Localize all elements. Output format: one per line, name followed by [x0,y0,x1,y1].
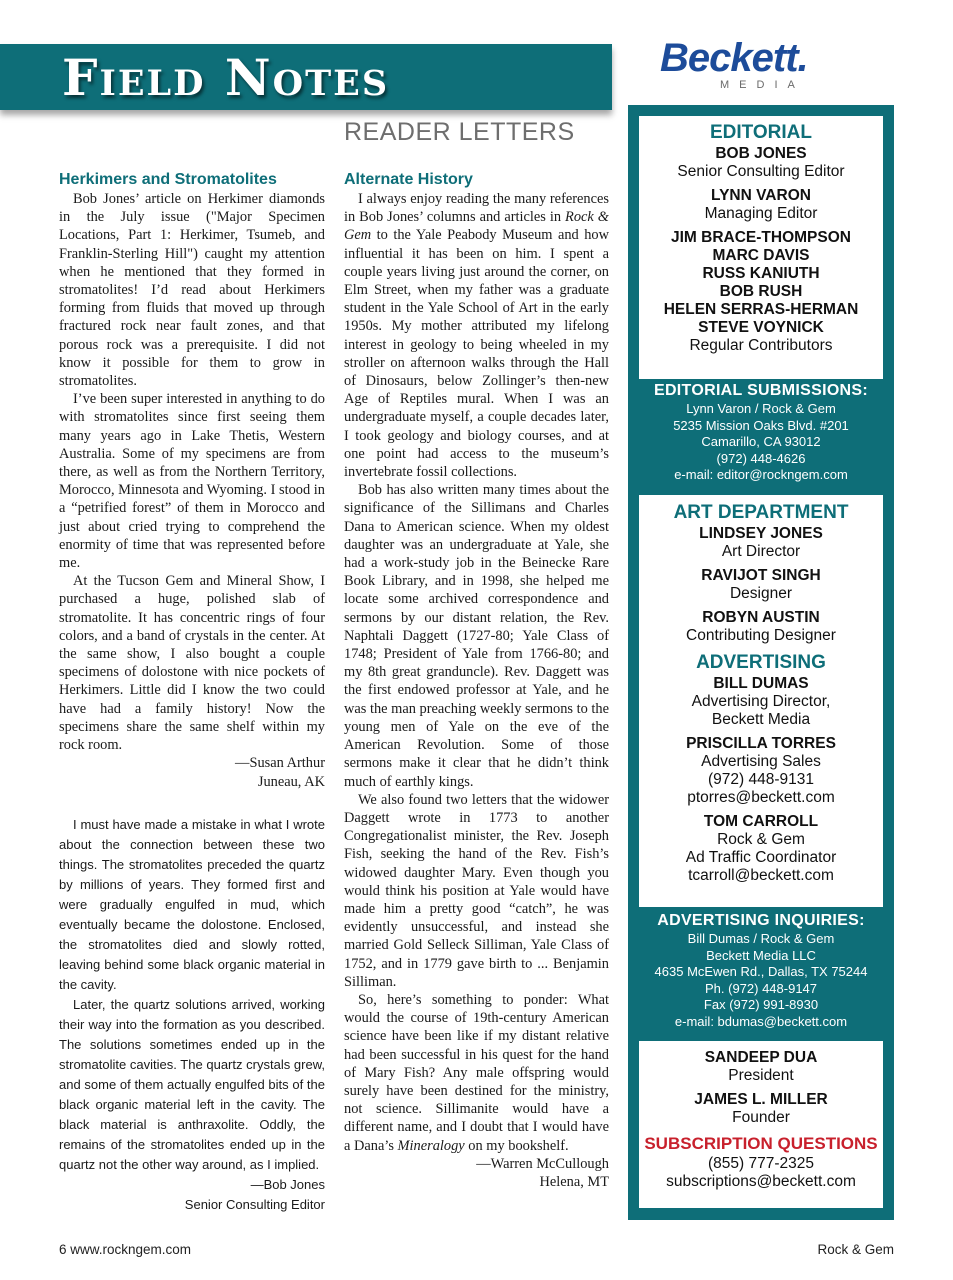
publication-title: Rock & Gem [344,209,609,244]
field-notes-banner [0,44,612,110]
letter-column-1 [59,170,325,1215]
staff-role: Founder [732,1109,790,1126]
staff-role: Designer [729,585,793,602]
inquiries-line: Beckett Media LLC [706,947,816,963]
staff-role: President [728,1067,794,1084]
letter-column-2 [344,170,609,1191]
editor-reply [59,815,325,1215]
staff-role: Managing Editor [704,205,818,222]
advertising-heading: ADVERTISING [696,652,826,673]
masthead-sidebar [628,105,894,1220]
submissions-line: Camarillo, CA 93012 [701,434,821,450]
staff-name: BILL DUMAS [713,675,809,692]
staff-name: HELEN SERRAS-HERMAN [663,301,859,318]
inquiries-email: e-mail: bdumas@beckett.com [674,1013,848,1029]
page-title: Field Notes [62,48,390,107]
staff-role: Art Director [721,543,801,560]
letter-paragraph: Bob Jones’ article on Herkimer diamonds in the July issue ("Major Specimen Locations, Part 1: Herkimer, Tsumeb, and Franklin-Sterling Hill") caught my attention when he mentioned that they formed in stromatolites! I’d read about Herkimers forming from fluids that moved up through fractured rock near fault zones, and that porous rock was a prerequisite. I did not know it possible for them to grow in stromatolites. [59,191,325,390]
staff-role: Regular Contributors [689,337,833,354]
letter-paragraph: So, here’s something to ponder: What would the course of 19th-century American science have been like if my distant relative had been successful in his quest for the hand of Mary Fish? Any male offspring would surely have been destined for the ministry, not science. Sillimanite would have a different name, and I doubt that I would have a Dana’s Mineralogy on my bookshelf. [344,991,609,1154]
letter-paragraph: I always enjoy reading the many references in Bob Jones’ columns and articles in Rock & Gem to the Yale Peabody Museum and how influential it has been on him. I spent a couple years living just around the corner, on Elm Street, when my father was a graduate student in the Yale School of Art in the early 1950s. My mother attributed my lifelong interest in geology to being wheeled in my stroller on afternoon walks through the Hall of Dinosaurs, below Zollinger’s then-new Age of Reptiles mural. When I was an undergraduate myself, a couple decades later, I took geology and biology courses, and at one point had access to the museum’s invertebrate fossil collections. [344,191,609,481]
letter-signature-place: Helena, MT [539,1173,609,1190]
submissions-phone: (972) 448-4626 [716,450,806,466]
staff-name: TOM CARROLL [703,813,819,830]
staff-name: RAVIJOT SINGH [701,567,821,584]
staff-name: MARC DAVIS [712,247,810,264]
logo-wordmark: Beckett. [660,36,808,80]
inquiries-line: Bill Dumas / Rock & Gem [687,931,835,946]
staff-name: PRISCILLA TORRES [686,735,836,752]
reply-signature-title: Senior Consulting Editor [184,1196,325,1212]
reply-signature-name: —Bob Jones [250,1176,325,1192]
letter-paragraph: I’ve been super interested in anything to do with stromatolites since first seeing them many years ago in Lake Thetis, Western Australia. Some of my specimens are from there, as well as from the Northern Territory, Morocco, Minnesota and Wyoming. I stood in a “petrified forest” of them in Morocco and just about cried trying to comprehend the enormity of time that was represented before me. [59,391,325,572]
beckett-media-logo [660,36,860,94]
subscription-email: subscriptions@beckett.com [666,1173,856,1190]
staff-name: JIM BRACE-THOMPSON [671,229,851,246]
advertising-inquiries [628,911,894,1031]
staff-role: Contributing Designer [686,627,836,644]
staff-name: LYNN VARON [711,187,811,204]
submissions-email: e-mail: editor@rockngem.com [674,467,848,483]
staff-name: ROBYN AUSTIN [702,609,820,626]
letter-signature-name: —Susan Arthur [235,755,325,772]
staff-name: LINDSEY JONES [699,525,823,542]
staff-role: Advertising Director, [691,693,831,710]
editorial-submissions [628,381,894,484]
section-label: READER LETTERS [344,118,575,146]
logo-subtitle: MEDIA [720,79,805,91]
letter-signature-place: Juneau, AK [257,773,325,790]
art-advertising-box [639,495,883,907]
submissions-heading: EDITORIAL SUBMISSIONS: [653,382,869,399]
submissions-line: 5235 Mission Oaks Blvd. #201 [673,417,849,433]
letter-paragraph: Bob has also written many times about the significance of the Sillimans and Charles Dana to American science. When my oldest daughter was an undergraduate at Yale, she had a work-study job in the Beinecke Rare Book Library, and in 1998, she helped me locate some archived correspondence and sermons by our distant relation, the Rev. Naphtali Daggett (1727-80; Yale Class of 1748; President of Yale from 1766-80; and my 8th great granduncle). Rev. Daggett was the first endowed professor at Yale, and he was the man preaching weekly sermons to the young men of Yale on the eve of the American Revolution. Some of those sermons make it clear that he didn’t think much of earthly kings. [344,482,609,790]
subscription-heading: SUBSCRIPTION QUESTIONS [644,1134,878,1153]
staff-name: BOB RUSH [719,283,803,300]
subscription-phone: (855) 777-2325 [708,1155,814,1172]
editorial-box [639,116,883,379]
book-title: Mineralogy [397,1137,465,1154]
footer-page-url: 6 www.rockngem.com [59,1242,192,1257]
staff-phone: (972) 448-9131 [708,771,814,788]
letter-heading: Herkimers and Stromatolites [59,171,277,188]
editorial-heading: EDITORIAL [709,122,813,143]
staff-email: tcarroll@beckett.com [688,867,834,884]
staff-role: Rock & Gem [717,831,805,848]
reply-paragraph: I must have made a mistake in what I wrote about the connection between these two things. The stromatolites preceded the quartz by millions of years. They formed first and were gradually engulfed in mud, which eventually became the dolostone. Enclosed, the stromatolites died and slowly rotted, leaving behind some black organic material in the cavity. [59,816,325,992]
letter-heading: Alternate History [344,171,473,188]
staff-email: ptorres@beckett.com [687,789,835,806]
reply-paragraph: Later, the quartz solutions arrived, working their way into the formation as you described. The solutions sometimes ended up in the stromatolite cavities. The quartz crystals grew, and some of them actually engulfed bits of the black organic material left in the cavity. The black material is anthraxolite. Oddly, the remains of the stromatolites ended up in the quartz not the other way around, as I implied. [59,996,325,1172]
staff-name: JAMES L. MILLER [694,1091,828,1108]
inquiries-heading: ADVERTISING INQUIRIES: [657,912,865,929]
inquiries-phone: Ph. (972) 448-9147 [704,980,818,996]
art-heading: ART DEPARTMENT [673,502,849,523]
letter-signature-name: —Warren McCullough [476,1155,609,1172]
letter-paragraph: We also found two letters that the widower Daggett wrote in 1773 to another Congregationalist minister, the Rev. Joseph Fish, seeking the hand of the Rev. Fish’s widowed daughter Mary. Even though you would think his position at Yale would have made him a pretty good “catch”, he was evidently unsuccessful, and instead she married Gold Selleck Silliman, Yale Class of 1752, and in 1779 gave birth to ... Benjamin Silliman. [344,791,609,990]
staff-role: Senior Consulting Editor [677,163,845,180]
staff-role: Ad Traffic Coordinator [685,849,837,866]
staff-role: Advertising Sales [701,753,821,770]
staff-name: RUSS KANIUTH [702,265,820,282]
executives-box [639,1041,883,1208]
letter-paragraph: At the Tucson Gem and Mineral Show, I purchased a huge, polished slab of stromatolite. It has concentric rings of four colors, and a band of crystals in the center. At the same show, I also bought a couple specimens of dolostone with nice pockets of Herkimers. Little did I know the two could have had a family history! Now the specimens share the same shelf within my rock room. [59,573,325,754]
inquiries-line: 4635 McEwen Rd., Dallas, TX 75244 [654,964,868,980]
footer-magazine-name: Rock & Gem [817,1242,894,1257]
submissions-line: Lynn Varon / Rock & Gem [686,401,836,416]
staff-name: BOB JONES [715,145,807,162]
staff-name: SANDEEP DUA [704,1049,818,1066]
staff-role: Beckett Media [711,711,811,728]
staff-name: STEVE VOYNICK [698,319,824,336]
inquiries-fax: Fax (972) 991-8930 [703,997,819,1013]
